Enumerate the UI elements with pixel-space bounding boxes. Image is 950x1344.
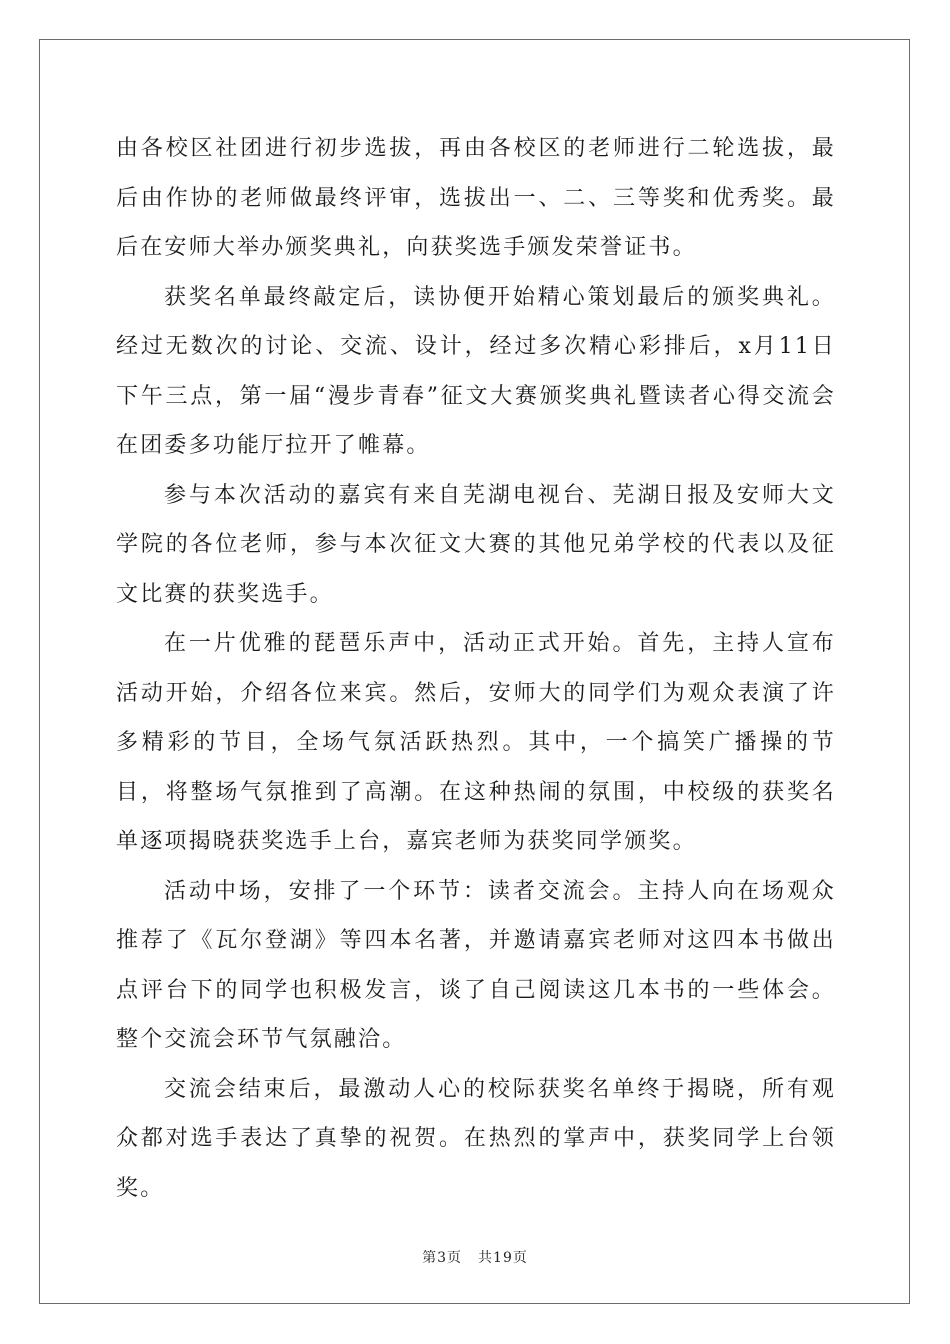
paragraph: 交流会结束后，最激动人心的校际获奖名单终于揭晓，所有观众都对选手表达了真挚的祝贺。在热烈的掌声中，获奖同学上台领奖。: [116, 1076, 836, 1201]
page-total: 共19页: [478, 1250, 528, 1266]
paragraph: 在一片优雅的琵琶乐声中，活动正式开始。首先，主持人宣布活动开始，介绍各位来宾。然后，安师大的同学们为观众表演了许多精彩的节目，全场气氛活跃热烈。其中，一个搞笑广播操的节目，将整场气氛推到了高潮。在这种热闹的氛围，中校级的获奖名单逐项揭晓获奖选手上台，嘉宾老师为获奖同学颁奖。: [116, 631, 836, 854]
paragraph: 参与本次活动的嘉宾有来自芜湖电视台、芜湖日报及安师大文学院的各位老师，参与本次征文大赛的其他兄弟学校的代表以及征文比赛的获奖选手。: [116, 482, 836, 607]
paragraph-continuation: 由各校区社团进行初步选拔，再由各校区的老师进行二轮选拔，最后由作协的老师做最终评审，选拔出一、二、三等奖和优秀奖。最后在安师大举办颁奖典礼，向获奖选手颁发荣誉证书。: [116, 136, 836, 260]
page-number: 第3页: [422, 1250, 463, 1266]
page-footer: [0, 1247, 950, 1267]
paragraph: 活动中场，安排了一个环节：读者交流会。主持人向在场观众推荐了《瓦尔登湖》等四本名著，并邀请嘉宾老师对这四本书做出点评台下的同学也积极发言，谈了自己阅读这几本书的一些体会。整个交流会环节气氛融洽。: [116, 878, 836, 1052]
document-body: [116, 124, 836, 1213]
paragraph: 获奖名单最终敲定后，读协便开始精心策划最后的颁奖典礼。经过无数次的讨论、交流、设计，经过多次精心彩排后，x月11日下午三点，第一届“漫步青春”征文大赛颁奖典礼暨读者心得交流会在团委多功能厅拉开了帷幕。: [116, 284, 836, 458]
